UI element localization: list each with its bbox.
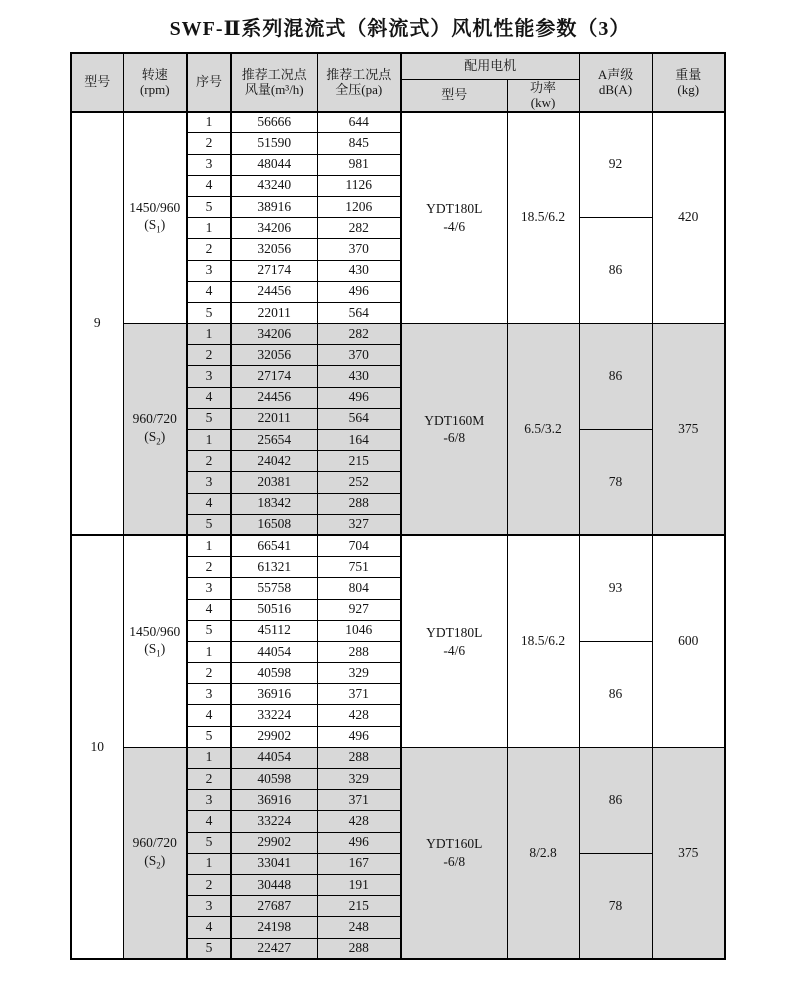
speed-variant-sub: 1 [156, 648, 161, 659]
header-flow-line2: 风量(m³/h) [244, 82, 304, 98]
seq-cell: 1 [187, 747, 231, 768]
power-cell: 18.5/6.2 [507, 112, 579, 324]
flow-cell: 51590 [231, 133, 317, 154]
noise-cell: 86 [579, 747, 652, 853]
header-noise [579, 53, 652, 112]
seq-cell: 5 [187, 832, 231, 853]
flow-cell: 24456 [231, 281, 317, 302]
flow-cell: 40598 [231, 769, 317, 790]
fan-performance-table [70, 52, 726, 960]
power-cell: 6.5/3.2 [507, 324, 579, 536]
speed-value: 960/720 [132, 411, 177, 427]
table-row [71, 112, 725, 133]
pressure-cell: 430 [317, 366, 401, 387]
speed-variant [124, 428, 187, 448]
flow-cell: 56666 [231, 112, 317, 133]
seq-cell: 4 [187, 493, 231, 514]
flow-cell: 61321 [231, 557, 317, 578]
flow-cell: 29902 [231, 832, 317, 853]
pressure-cell: 370 [317, 239, 401, 260]
noise-cell: 86 [579, 218, 652, 324]
speed-variant-sub: 2 [156, 436, 161, 447]
flow-cell: 20381 [231, 472, 317, 493]
performance-table-body [71, 112, 725, 960]
seq-cell: 4 [187, 281, 231, 302]
seq-cell: 4 [187, 599, 231, 620]
speed-variant [124, 216, 187, 236]
pressure-cell: 428 [317, 705, 401, 726]
flow-cell: 44054 [231, 641, 317, 662]
pressure-cell: 496 [317, 387, 401, 408]
seq-cell: 4 [187, 175, 231, 196]
pressure-cell: 288 [317, 938, 401, 959]
seq-cell: 1 [187, 112, 231, 133]
power-cell: 8/2.8 [507, 747, 579, 959]
motor-cell [401, 324, 507, 536]
page-title: SWF-Ⅱ系列混流式（斜流式）风机性能参数（3） [169, 18, 631, 40]
pressure-cell: 981 [317, 154, 401, 175]
header-motor-group: 配用电机 [401, 53, 579, 79]
weight-cell: 600 [652, 535, 725, 747]
flow-cell: 16508 [231, 514, 317, 535]
header-noise-line2: dB(A) [598, 82, 633, 98]
flow-cell: 40598 [231, 663, 317, 684]
speed-variant [124, 852, 187, 872]
speed-variant-open: (S [144, 217, 157, 233]
header-weight [652, 53, 725, 112]
speed-cell [123, 324, 187, 536]
pressure-cell: 496 [317, 726, 401, 747]
header-speed-line2: (rpm) [139, 82, 170, 98]
flow-cell: 29902 [231, 726, 317, 747]
power-cell: 18.5/6.2 [507, 535, 579, 747]
motor-model-line2: -4/6 [443, 642, 466, 658]
pressure-cell: 215 [317, 451, 401, 472]
pressure-cell: 845 [317, 133, 401, 154]
seq-cell: 4 [187, 811, 231, 832]
pressure-cell: 329 [317, 663, 401, 684]
speed-cell [123, 112, 187, 324]
header-power-line1: 功率 [530, 79, 557, 95]
pressure-cell: 430 [317, 260, 401, 281]
flow-cell: 27174 [231, 366, 317, 387]
motor-model-line1: YDT180L [426, 625, 483, 641]
table-row [71, 535, 725, 556]
motor-model-line1: YDT160L [426, 836, 483, 852]
seq-cell: 5 [187, 408, 231, 429]
pressure-cell: 751 [317, 557, 401, 578]
flow-cell: 36916 [231, 790, 317, 811]
speed-variant-open: (S [144, 641, 157, 657]
speed-variant-close: ) [160, 641, 166, 657]
pressure-cell: 496 [317, 832, 401, 853]
flow-cell: 22011 [231, 302, 317, 323]
model-cell: 10 [71, 535, 123, 959]
speed-variant-close: ) [160, 217, 166, 233]
flow-cell: 48044 [231, 154, 317, 175]
model-cell: 9 [71, 112, 123, 536]
weight-cell: 375 [652, 747, 725, 959]
seq-cell: 2 [187, 557, 231, 578]
motor-model-line1: YDT180L [426, 201, 483, 217]
seq-cell: 2 [187, 769, 231, 790]
header-motor-model: 型号 [401, 79, 507, 112]
seq-cell: 3 [187, 790, 231, 811]
table-row [71, 747, 725, 768]
header-weight-line2: (kg) [677, 82, 700, 98]
weight-cell: 375 [652, 324, 725, 536]
seq-cell: 3 [187, 260, 231, 281]
seq-cell: 1 [187, 535, 231, 556]
flow-cell: 33224 [231, 705, 317, 726]
header-power [507, 79, 579, 112]
seq-cell: 4 [187, 917, 231, 938]
pressure-cell: 1126 [317, 175, 401, 196]
pressure-cell: 370 [317, 345, 401, 366]
header-flow-line1: 推荐工况点 [241, 66, 307, 82]
flow-cell: 32056 [231, 239, 317, 260]
seq-cell: 1 [187, 430, 231, 451]
noise-cell: 78 [579, 853, 652, 959]
pressure-cell: 288 [317, 747, 401, 768]
pressure-cell: 1046 [317, 620, 401, 641]
seq-cell: 5 [187, 938, 231, 959]
header-model: 型号 [71, 53, 123, 112]
seq-cell: 3 [187, 896, 231, 917]
seq-cell: 4 [187, 387, 231, 408]
motor-model-line2: -6/8 [443, 430, 466, 446]
seq-cell: 3 [187, 684, 231, 705]
seq-cell: 2 [187, 133, 231, 154]
pressure-cell: 248 [317, 917, 401, 938]
seq-cell: 5 [187, 726, 231, 747]
seq-cell: 2 [187, 345, 231, 366]
motor-model-line2: -4/6 [443, 218, 466, 234]
flow-cell: 27174 [231, 260, 317, 281]
flow-cell: 30448 [231, 874, 317, 895]
header-pressure-line2: 全压(pa) [335, 82, 383, 98]
pressure-cell: 329 [317, 769, 401, 790]
seq-cell: 1 [187, 853, 231, 874]
pressure-cell: 804 [317, 578, 401, 599]
speed-variant-sub: 2 [156, 860, 161, 871]
table-row [71, 324, 725, 345]
weight-cell: 420 [652, 112, 725, 324]
flow-cell: 24042 [231, 451, 317, 472]
flow-cell: 24198 [231, 917, 317, 938]
pressure-cell: 496 [317, 281, 401, 302]
seq-cell: 5 [187, 620, 231, 641]
flow-cell: 43240 [231, 175, 317, 196]
header-pressure-line1: 推荐工况点 [326, 66, 392, 82]
flow-cell: 34206 [231, 218, 317, 239]
seq-cell: 2 [187, 663, 231, 684]
noise-cell: 86 [579, 641, 652, 747]
pressure-cell: 191 [317, 874, 401, 895]
seq-cell: 2 [187, 239, 231, 260]
speed-value: 1450/960 [129, 199, 181, 215]
seq-cell: 2 [187, 874, 231, 895]
motor-model-line1: YDT160M [424, 412, 485, 428]
speed-variant-close: ) [160, 428, 166, 444]
speed-cell [123, 747, 187, 959]
header-weight-line1: 重量 [675, 66, 702, 82]
pressure-cell: 167 [317, 853, 401, 874]
pressure-cell: 1206 [317, 196, 401, 217]
speed-variant-close: ) [160, 852, 166, 868]
flow-cell: 22427 [231, 938, 317, 959]
pressure-cell: 644 [317, 112, 401, 133]
flow-cell: 27687 [231, 896, 317, 917]
motor-model-line2: -6/8 [443, 854, 466, 869]
speed-value: 960/720 [132, 835, 177, 851]
speed-variant-sub: 1 [156, 225, 161, 236]
speed-variant-open: (S [144, 852, 157, 868]
noise-cell: 78 [579, 430, 652, 536]
seq-cell: 3 [187, 154, 231, 175]
motor-cell [401, 535, 507, 747]
speed-variant [124, 640, 187, 660]
header-speed-line1: 转速 [141, 66, 168, 82]
pressure-cell: 371 [317, 790, 401, 811]
header-speed [123, 53, 187, 112]
pressure-cell: 927 [317, 599, 401, 620]
header-flow [231, 53, 317, 112]
header-noise-line1: A声级 [597, 66, 634, 82]
seq-cell: 3 [187, 578, 231, 599]
header-pressure [317, 53, 401, 112]
flow-cell: 33041 [231, 853, 317, 874]
flow-cell: 55758 [231, 578, 317, 599]
pressure-cell: 282 [317, 218, 401, 239]
flow-cell: 24456 [231, 387, 317, 408]
noise-cell: 92 [579, 112, 652, 218]
flow-cell: 22011 [231, 408, 317, 429]
motor-cell [401, 112, 507, 324]
speed-cell [123, 535, 187, 747]
noise-cell: 86 [579, 324, 652, 430]
seq-cell: 2 [187, 451, 231, 472]
pressure-cell: 288 [317, 493, 401, 514]
flow-cell: 32056 [231, 345, 317, 366]
pressure-cell: 564 [317, 408, 401, 429]
seq-cell: 5 [187, 196, 231, 217]
flow-cell: 18342 [231, 493, 317, 514]
flow-cell: 25654 [231, 430, 317, 451]
pressure-cell: 704 [317, 535, 401, 556]
seq-cell: 5 [187, 514, 231, 535]
pressure-cell: 327 [317, 514, 401, 535]
pressure-cell: 371 [317, 684, 401, 705]
header-seq: 序号 [187, 53, 231, 112]
pressure-cell: 282 [317, 324, 401, 345]
seq-cell: 4 [187, 705, 231, 726]
pressure-cell: 288 [317, 641, 401, 662]
seq-cell: 1 [187, 218, 231, 239]
flow-cell: 34206 [231, 324, 317, 345]
seq-cell: 3 [187, 366, 231, 387]
motor-cell [401, 747, 507, 959]
flow-cell: 36916 [231, 684, 317, 705]
flow-cell: 66541 [231, 535, 317, 556]
flow-cell: 45112 [231, 620, 317, 641]
pressure-cell: 215 [317, 896, 401, 917]
pressure-cell: 252 [317, 472, 401, 493]
seq-cell: 3 [187, 472, 231, 493]
header-power-line2: (kw) [530, 95, 556, 111]
pressure-cell: 428 [317, 811, 401, 832]
seq-cell: 1 [187, 641, 231, 662]
seq-cell: 1 [187, 324, 231, 345]
pressure-cell: 164 [317, 430, 401, 451]
flow-cell: 50516 [231, 599, 317, 620]
flow-cell: 44054 [231, 747, 317, 768]
speed-variant-open: (S [144, 428, 157, 444]
noise-cell: 93 [579, 535, 652, 641]
flow-cell: 33224 [231, 811, 317, 832]
seq-cell: 5 [187, 302, 231, 323]
flow-cell: 38916 [231, 196, 317, 217]
speed-value: 1450/960 [129, 623, 181, 639]
pressure-cell: 564 [317, 302, 401, 323]
